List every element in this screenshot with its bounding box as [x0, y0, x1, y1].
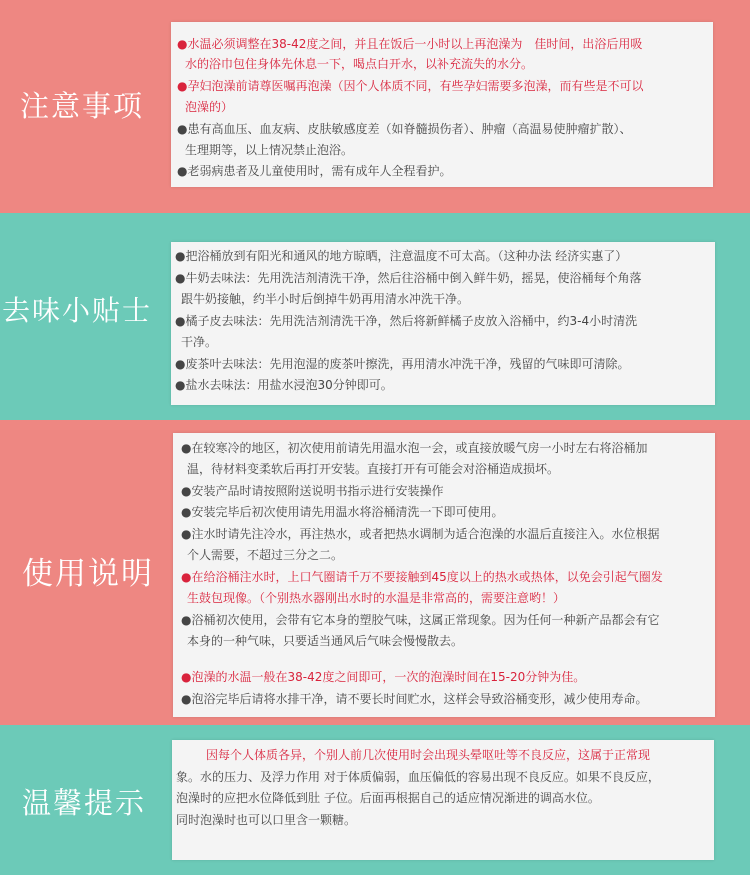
instructions-line-6: 个人需要，不超过三分之二。 [187, 548, 344, 562]
deodorize-line-5: 干净。 [181, 335, 218, 349]
notice-line-1: ●水温必须调整在38-42度之间，并且在饭后一小时以上再泡澡为 佳时间，出浴后用吸 [177, 37, 643, 51]
deodorize-line-4: ●橘子皮去味法：先用洗洁剂清洗干净，然后将新鲜橘子皮放入浴桶中，约3-4小时清洗 [175, 314, 638, 328]
tips-line-1: 因每个人体质各异，个别人前几次使用时会出现头晕呕吐等不良反应，这属于正常现 [206, 748, 651, 762]
section-tips [0, 725, 750, 875]
instructions-line-4: ●安装完毕后初次使用请先用温水将浴桶清洗一下即可使用。 [181, 505, 504, 519]
deodorize-line-3: 跟牛奶接触，约半小时后倒掉牛奶再用清水冲洗干净。 [181, 292, 470, 306]
notice-line-2: 水的浴巾包住身体先休息一下，喝点白开水，以补充流失的水分。 [185, 57, 534, 71]
instructions-line-2: 温，待材料变柔软后再打开安装。直接打开有可能会对浴桶造成损坏。 [187, 462, 560, 476]
deodorize-line-6: ●废茶叶去味法：先用泡湿的废茶叶擦洗，再用清水冲洗干净，残留的气味即可清除。 [175, 357, 630, 371]
tips-line-3: 泡澡时的应把水位降低到肚 子位。后面再根据自己的适应情况渐进的调高水位。 [176, 791, 600, 805]
section-deodorize [0, 213, 750, 420]
tips-line-2: 象。水的压力、及浮力作用 对于体质偏弱，血压偏低的容易出现不良反应。如果不良反应， [176, 770, 660, 784]
tips-line-4: 同时泡澡时也可以口里含一颗糖。 [176, 813, 357, 827]
section-title-instructions: 使用说明 [22, 556, 154, 592]
section-title-notice: 注意事项 [20, 89, 145, 123]
section-notice [0, 0, 750, 213]
instructions-line-11: ●泡澡的水温一般在38-42度之间即可，一次的泡澡时间在15-20分钟为佳。 [181, 670, 586, 684]
deodorize-line-1: ●把浴桶放到有阳光和通风的地方晾晒，注意温度不可太高。（这种办法 经济实惠了） [175, 249, 628, 263]
section-title-tips: 温馨提示 [22, 786, 147, 820]
instructions-panel [173, 433, 715, 717]
deodorize-panel [171, 242, 715, 405]
instructions-line-1: ●在较寒冷的地区，初次使用前请先用温水泡一会，或直接放暖气房一小时左右将浴桶加 [181, 441, 648, 455]
deodorize-line-7: ●盐水去味法：用盐水浸泡30分钟即可。 [175, 378, 393, 392]
deodorize-line-2: ●牛奶去味法：先用洗洁剂清洗干净，然后往浴桶中倒入鲜牛奶，摇晃，使浴桶每个角落 [175, 271, 642, 285]
instructions-line-8: 生鼓包现像。（个别热水器刚出水时的水温是非常高的，需要注意哟！） [187, 591, 566, 605]
notice-panel [171, 22, 713, 187]
notice-line-5: ●患有高血压、血友病、皮肤敏感度差（如脊髓损伤者）、肿瘤（高温易使肿瘤扩散）、 [177, 122, 632, 136]
instructions-line-12: ●泡浴完毕后请将水排干净，请不要长时间贮水，这样会导致浴桶变形，减少使用寿命。 [181, 692, 648, 706]
notice-line-3: ●孕妇泡澡前请尊医嘱再泡澡（因个人体质不同，有些孕妇需要多泡澡，而有些是不可以 [177, 79, 644, 93]
notice-line-7: ●老弱病患者及儿童使用时，需有成年人全程看护。 [177, 164, 452, 178]
section-title-deodorize: 去味小贴士 [2, 294, 153, 327]
instructions-line-9: ●浴桶初次使用，会带有它本身的塑胶气味，这属正常现象。因为任何一种新产品都会有它 [181, 613, 660, 627]
notice-line-6: 生理期等，以上情况禁止泡浴。 [185, 143, 354, 157]
notice-line-4: 泡澡的） [185, 100, 234, 114]
instructions-line-3: ●安装产品时请按照附送说明书指示进行安装操作 [181, 484, 444, 498]
instructions-line-7: ●在给浴桶注水时，上口气圈请千万不要接触到45度以上的热水或热体，以免会引起气圈发 [181, 570, 663, 584]
instructions-line-10: 本身的一种气味，只要适当通风后气味会慢慢散去。 [187, 634, 464, 648]
section-instructions [0, 420, 750, 725]
instructions-line-5: ●注水时请先注冷水，再注热水，或者把热水调制为适合泡澡的水温后直接注入。水位根据 [181, 527, 660, 541]
tips-panel [172, 740, 714, 860]
